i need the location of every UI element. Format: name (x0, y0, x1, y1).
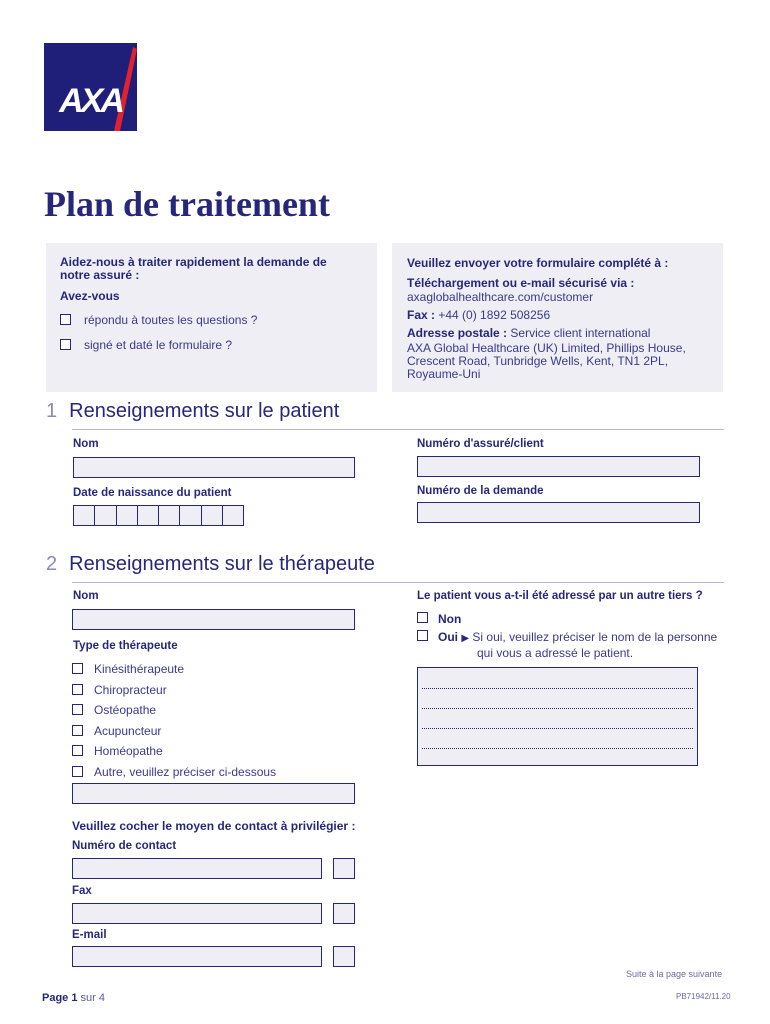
referred-no-label: Non (438, 612, 462, 626)
contact-pref-label: Veuillez cocher le moyen de contact à privilégier : (72, 819, 356, 833)
dotted-line (422, 728, 693, 729)
dob-cell[interactable] (223, 506, 243, 525)
referred-no-checkbox[interactable] (417, 612, 428, 623)
upload-label: Téléchargement ou e-mail sécurisé via : (407, 276, 635, 290)
dob-field[interactable] (73, 505, 244, 526)
section1-heading (46, 400, 339, 423)
postal-line4: Royaume-Uni (407, 367, 481, 381)
email-label: E-mail (72, 929, 107, 941)
page-indicator (42, 992, 105, 1004)
postal-line1: Service client international (510, 326, 651, 340)
phone-label: Numéro de contact (72, 840, 177, 852)
therapist-type-label: Type de thérapeute (73, 640, 178, 652)
answered-label: répondu à toutes les questions ? (84, 313, 258, 327)
dob-label: Date de naissance du patient (73, 487, 232, 499)
type-other-field[interactable] (72, 783, 355, 804)
member-number-label: Numéro d'assuré/client (417, 438, 544, 450)
dob-cell[interactable] (117, 506, 138, 525)
therapist-name-field[interactable] (72, 609, 355, 630)
type-chiro-checkbox[interactable] (72, 684, 83, 695)
type-other-label: Autre, veuillez préciser ci-dessous (94, 765, 277, 779)
help-heading: Aidez-nous à traiter rapidement la demande de notre assuré : (60, 255, 327, 282)
postal-label: Adresse postale : (407, 326, 508, 340)
axa-logo (44, 43, 137, 131)
type-physio-label: Kinésithérapeute (94, 662, 185, 676)
logo-text: AXA (59, 82, 122, 120)
fax-preferred-checkbox[interactable] (333, 903, 355, 924)
type-osteo-checkbox[interactable] (72, 704, 83, 715)
signed-checkbox[interactable] (60, 339, 71, 350)
type-other-checkbox[interactable] (72, 766, 83, 777)
dob-cell[interactable] (180, 506, 201, 525)
postal-line3: Crescent Road, Tunbridge Wells, Kent, TN1 2PL, (407, 354, 669, 368)
type-chiro-label: Chiropracteur (94, 683, 167, 697)
type-acu-checkbox[interactable] (72, 725, 83, 736)
postal-line2: AXA Global Healthcare (UK) Limited, Phillips House, (407, 341, 686, 355)
section2-title: Renseignements sur le thérapeute (69, 553, 375, 575)
fax-label: Fax : (407, 308, 436, 322)
send-heading: Veuillez envoyer votre formulaire complété à : (407, 256, 669, 270)
next-page-note: Suite à la page suivante (626, 969, 723, 979)
type-homeo-label: Homéopathe (94, 744, 163, 758)
referred-yes-label: Oui (438, 630, 458, 644)
section2-rule (72, 582, 724, 583)
section2-number: 2 (46, 553, 58, 575)
page-title: Plan de traitement (44, 184, 330, 224)
section2-heading (46, 553, 375, 576)
document-ref: PB71942/11.20 (676, 992, 731, 1001)
referred-yes-checkbox[interactable] (417, 630, 428, 641)
help-subheading: Avez-vous (60, 289, 120, 303)
fax-field[interactable] (72, 903, 322, 924)
section1-rule (72, 429, 724, 430)
referred-question: Le patient vous a-t-il été adressé par un autre tiers ? (417, 590, 703, 602)
dotted-line (422, 688, 693, 689)
type-osteo-label: Ostéopathe (94, 703, 157, 717)
referred-yes-detail-1: Si oui, veuillez préciser le nom de la personne (472, 630, 718, 644)
dob-cell[interactable] (202, 506, 223, 525)
upload-url: axaglobalhealthcare.com/customer (407, 290, 594, 304)
dob-cell[interactable] (159, 506, 180, 525)
type-acu-label: Acupuncteur (94, 724, 162, 738)
arrow-right-icon: ▶ (461, 633, 470, 644)
page-suffix: sur 4 (80, 992, 106, 1004)
patient-name-field[interactable] (73, 457, 355, 478)
referred-yes-detail-2: qui vous a adressé le patient. (477, 646, 634, 660)
signed-label: signé et daté le formulaire ? (84, 338, 233, 352)
referred-yes-line (438, 630, 717, 644)
fax-value: +44 (0) 1892 508256 (438, 308, 551, 322)
type-homeo-checkbox[interactable] (72, 745, 83, 756)
dob-cell[interactable] (138, 506, 159, 525)
fax-line (407, 308, 550, 322)
email-preferred-checkbox[interactable] (333, 946, 355, 967)
dotted-line (422, 708, 693, 709)
type-physio-checkbox[interactable] (72, 663, 83, 674)
therapist-name-label: Nom (73, 590, 99, 602)
postal-line (407, 326, 650, 340)
phone-preferred-checkbox[interactable] (333, 858, 355, 879)
claim-number-field[interactable] (417, 502, 700, 523)
dob-cell[interactable] (74, 506, 95, 525)
dotted-line (422, 748, 693, 749)
dob-cell[interactable] (95, 506, 116, 525)
phone-field[interactable] (72, 858, 322, 879)
section1-number: 1 (46, 400, 58, 422)
page-prefix: Page (42, 992, 69, 1004)
member-number-field[interactable] (417, 456, 700, 477)
referrer-name-field[interactable] (417, 667, 698, 766)
patient-name-label: Nom (73, 438, 99, 450)
answered-checkbox[interactable] (60, 314, 71, 325)
claim-number-label: Numéro de la demande (417, 485, 544, 497)
fax-field-label: Fax (72, 885, 92, 897)
section1-title: Renseignements sur le patient (69, 400, 340, 422)
page-number: 1 (71, 992, 78, 1004)
email-field[interactable] (72, 946, 322, 967)
